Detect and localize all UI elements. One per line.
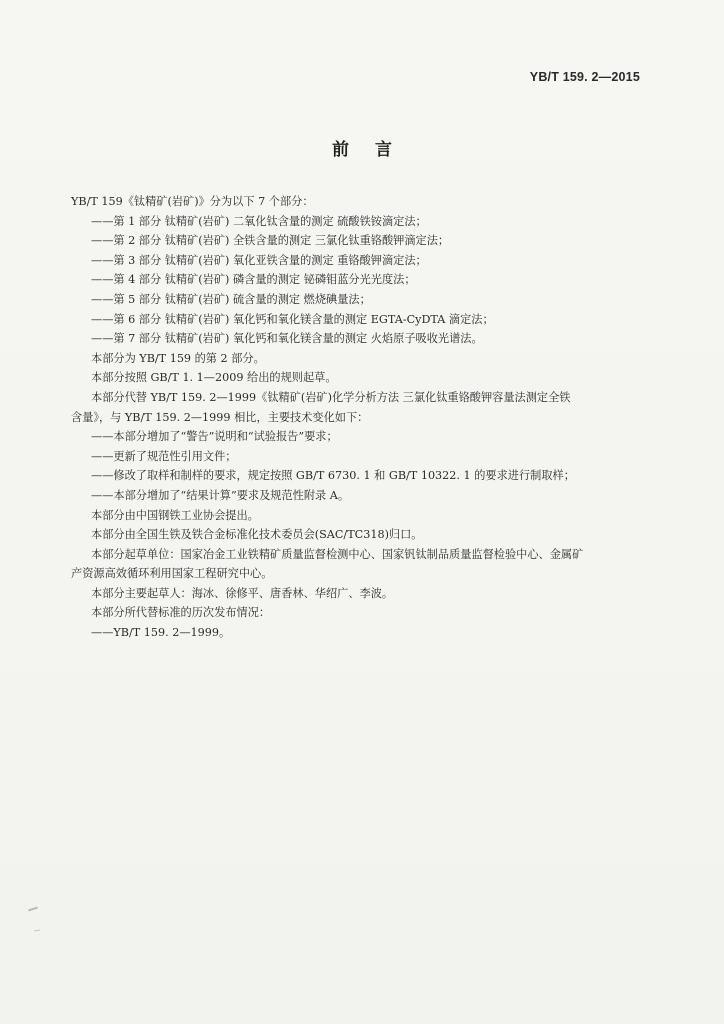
part-of-statement: 本部分为 YB/T 159 的第 2 部分。 [91, 351, 265, 365]
history-intro: 本部分所代替标准的历次发布情况： [91, 606, 271, 620]
part-list-item: ——第 1 部分 钛精矿(岩矿) 二氧化钛含量的测定 硫酸铁铵滴定法； [91, 214, 427, 228]
part-list-item: ——第 7 部分 钛精矿(岩矿) 氧化钙和氧化镁含量的测定 火焰原子吸收光谱法。 [91, 332, 483, 346]
drafting-units-line-2: 产资源高效循环利用国家工程研究中心。 [71, 567, 273, 581]
replaces-statement-line-1: 本部分代替 YB/T 159. 2—1999《钛精矿(岩矿)化学分析方法 三氯化钛重铬酸钾容量法测定全铁 [91, 390, 571, 404]
intro-paragraph: YB/T 159《钛精矿(岩矿)》分为以下 7 个部分： [71, 195, 314, 208]
part-list-item: ——第 3 部分 钛精矿(岩矿) 氧化亚铁含量的测定 重铬酸钾滴定法； [91, 253, 427, 267]
centralized-by-statement: 本部分由全国生铁及铁合金标准化技术委员会(SAC/TC318)归口。 [91, 528, 423, 542]
history-list-item: ——YB/T 159. 2—1999。 [91, 626, 231, 640]
replaces-statement-line-2: 含量》，与 YB/T 159. 2—1999 相比，主要技术变化如下： [71, 410, 369, 424]
part-list-item: ——第 5 部分 钛精矿(岩矿) 硫含量的测定 燃烧碘量法； [91, 292, 371, 306]
scan-mark [34, 929, 40, 931]
standard-code: YB/T 159. 2—2015 [529, 70, 640, 84]
change-list-item: ——更新了规范性引用文件； [91, 449, 237, 463]
change-list-item: ——修改了取样和制样的要求，规定按照 GB/T 6730. 1 和 GB/T 10322. 1 的要求进行制取样； [91, 469, 575, 483]
page-title: 前言 [332, 140, 418, 160]
scan-mark [28, 907, 38, 912]
proposed-by-statement: 本部分由中国钢铁工业协会提出。 [91, 508, 259, 522]
part-list-item: ——第 6 部分 钛精矿(岩矿) 氧化钙和氧化镁含量的测定 EGTA-CyDTA 滴定法； [91, 312, 494, 326]
foreword-body [71, 192, 661, 643]
change-list-item: ——本部分增加了“结果计算”要求及规范性附录 A。 [91, 488, 350, 502]
drafters-statement: 本部分主要起草人：海冰、徐修平、唐香林、华绍广、李波。 [91, 586, 394, 600]
part-list-item: ——第 4 部分 钛精矿(岩矿) 磷含量的测定 铋磷钼蓝分光光度法； [91, 273, 416, 287]
change-list-item: ——本部分增加了“警告”说明和“试验报告”要求； [91, 430, 338, 444]
drafting-units-line-1: 本部分起草单位：国家冶金工业铁精矿质量监督检测中心、国家钒钛制品质量监督检验中心、金属矿 [91, 547, 584, 561]
drafting-rule-statement: 本部分按照 GB/T 1. 1—2009 给出的规则起草。 [91, 371, 337, 385]
part-list-item: ——第 2 部分 钛精矿(岩矿) 全铁含量的测定 三氯化钛重铬酸钾滴定法； [91, 234, 450, 248]
